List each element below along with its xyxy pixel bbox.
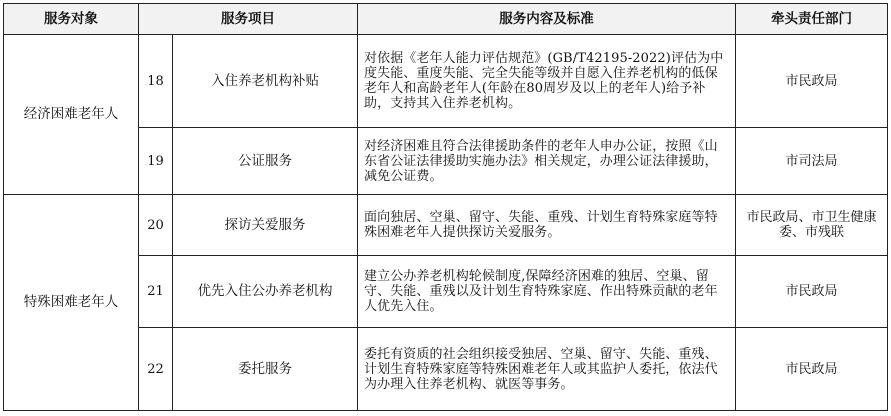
service-content: 建立公办养老机构轮候制度,保障经济困难的独居、空巢、留守、失能、重残以及计划生育特殊家庭、作出特殊贡献的老年人优先入住。 [358,256,736,328]
target-cell-economic: 经济困难老年人 [4,35,139,195]
target-cell-special: 特殊困难老年人 [4,195,139,411]
header-dept: 牵头责任部门 [736,4,888,35]
lead-department: 市民政局 [736,35,888,128]
table-row [4,195,888,256]
service-item: 优先入住公办养老机构 [173,256,358,328]
service-content: 对依据《老年人能力评估规范》(GB/T42195-2022)评估为中度失能、重度失能、完全失能等级并自愿入住养老机构的低保老年人和高龄老年人(年龄在80周岁及以上的老年人)给予补助，支持其入住养老机构。 [358,35,736,128]
row-number: 21 [139,256,173,328]
header-item: 服务项目 [139,4,358,35]
header-target: 服务对象 [4,4,139,35]
header-row [4,4,888,35]
row-number: 22 [139,328,173,411]
lead-department: 市民政局 [736,328,888,411]
header-content: 服务内容及标准 [358,4,736,35]
row-number: 18 [139,35,173,128]
service-item: 委托服务 [173,328,358,411]
table-row [4,35,888,128]
service-item: 公证服务 [173,128,358,195]
service-content: 对经济困难且符合法律援助条件的老年人申办公证，按照《山东省公证法律援助实施办法》相关规定，办理公证法律援助，减免公证费。 [358,128,736,195]
service-table [3,3,888,411]
lead-department: 市民政局、市卫生健康委、市残联 [736,195,888,256]
table-body [4,35,888,411]
service-content: 委托有资质的社会组织接受独居、空巢、留守、失能、重残、计划生育特殊家庭等特殊困难老年人或其监护人委托，依法代为办理入住养老机构、就医等事务。 [358,328,736,411]
service-item: 入住养老机构补贴 [173,35,358,128]
table-header [4,4,888,35]
lead-department: 市民政局 [736,256,888,328]
row-number: 19 [139,128,173,195]
lead-department: 市司法局 [736,128,888,195]
service-item: 探访关爱服务 [173,195,358,256]
row-number: 20 [139,195,173,256]
service-content: 面向独居、空巢、留守、失能、重残、计划生育特殊家庭等特殊困难老年人提供探访关爱服务。 [358,195,736,256]
